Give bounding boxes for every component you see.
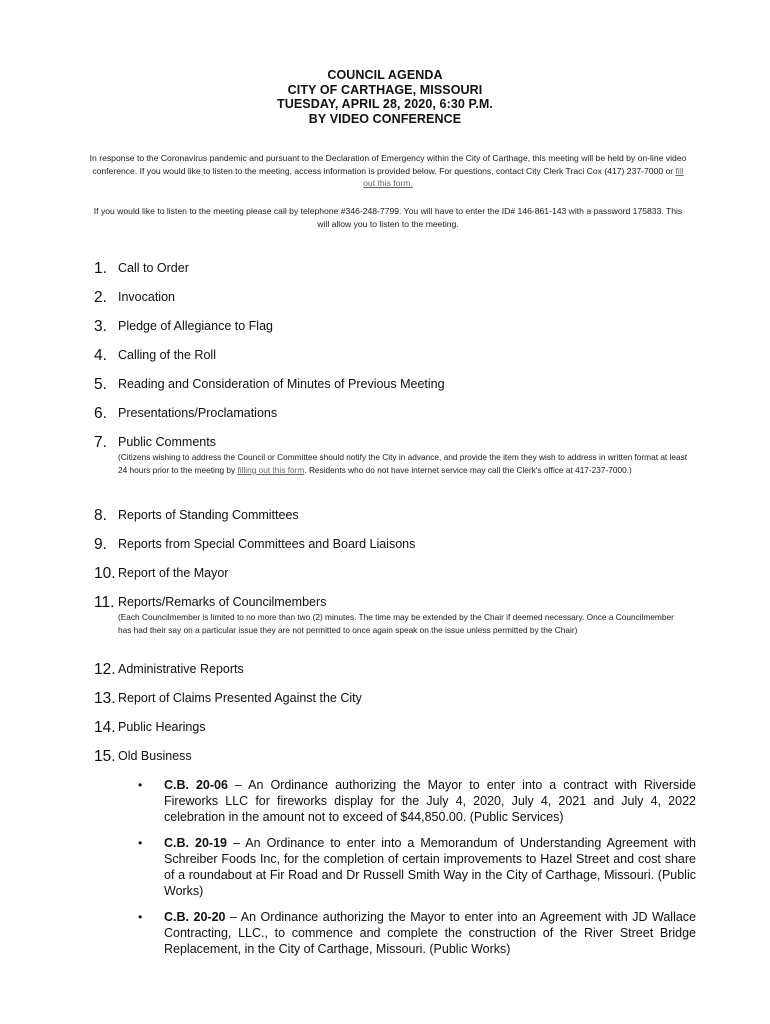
agenda-item: [94, 434, 216, 451]
council-bill-number: C.B. 20-19: [164, 836, 227, 850]
agenda-item: [94, 289, 175, 306]
agenda-item-number: 10.: [94, 565, 116, 582]
agenda-item-label: Reports from Special Committees and Board Liaisons: [118, 537, 416, 551]
agenda-item-label: Reports/Remarks of Councilmembers: [118, 595, 327, 609]
agenda-item: [94, 376, 445, 393]
agenda-item: [94, 748, 192, 765]
agenda-item-number: 9.: [94, 536, 107, 553]
agenda-item-label: Reading and Consideration of Minutes of Previous Meeting: [118, 377, 445, 391]
agenda-item-number: 5.: [94, 376, 107, 393]
intro-text: In response to the Coronavirus pandemic and pursuant to the Declaration of Emergency within the City of Carthage, this meeting will be held by on-line video conference. If you would like to listen to the meeting, access information is provided below. For questions, contact City Clerk Traci Cox (417) 237-7000 or: [89, 153, 687, 176]
agenda-item-number: 13.: [94, 690, 116, 707]
agenda-item-number: 6.: [94, 405, 107, 422]
council-bill-description: – An Ordinance authorizing the Mayor to enter into an Agreement with JD Wallace Contracting, LLC., to commence and complete the construction of the River Street Bridge Replacement, in the City of Carthage, Missouri. (Public Works): [164, 910, 696, 956]
agenda-item-label: Report of the Mayor: [118, 566, 229, 580]
bullet-icon: •: [138, 910, 143, 924]
council-bill-number: C.B. 20-06: [164, 778, 228, 792]
agenda-item: [94, 565, 228, 582]
agenda-item-label: Call to Order: [118, 261, 189, 275]
agenda-item-number: 12.: [94, 661, 116, 678]
public-comments-note: [118, 451, 688, 476]
bullet-icon: •: [138, 778, 143, 792]
council-bill-description: – An Ordinance to enter into a Memorandum of Understanding Agreement with Schreiber Foods Inc, for the completion of certain improvements to Hazel Street and cost share of a roundabout at Fir Road and Dr Russell Smith Way in the City of Carthage, Missouri. (Public Works): [164, 836, 696, 898]
filling-out-form-link[interactable]: filling out this form: [237, 464, 305, 475]
agenda-item: [94, 260, 189, 277]
agenda-item-number: 7.: [94, 434, 107, 451]
agenda-item-number: 4.: [94, 347, 107, 364]
agenda-item-number: 14.: [94, 719, 116, 736]
council-bill-number: C.B. 20-20: [164, 910, 226, 924]
agenda-item-label: Public Hearings: [118, 720, 206, 734]
councilmembers-note: (Each Councilmember is limited to no more than two (2) minutes. The time may be extended by the Chair if deemed necessary. Once a Councilmember has had their say on a particular issue they are not permitted to once again speak on the issue unless permitted by the Chair): [118, 612, 674, 635]
agenda-item-label: Administrative Reports: [118, 662, 244, 676]
agenda-item-label: Public Comments: [118, 435, 216, 449]
agenda-item: [94, 594, 326, 611]
header-title: COUNCIL AGENDA: [327, 68, 443, 82]
agenda-item-label: Presentations/Proclamations: [118, 406, 278, 420]
header-date: TUESDAY, APRIL 28, 2020, 6:30 P.M.: [276, 97, 493, 111]
agenda-item: [94, 405, 277, 422]
agenda-item-label: Pledge of Allegiance to Flag: [118, 319, 273, 333]
council-bill-description: – An Ordinance authorizing the Mayor to enter into a contract with Riverside Fireworks LLC for fireworks display for the July 4, 2020, July 4, 2021 and July 4, 2022 celebration in the amount not to exceed of $44,850.00. (Public Services): [164, 778, 696, 824]
agenda-item-number: 11.: [94, 594, 115, 611]
agenda-item-label: Reports of Standing Committees: [118, 508, 299, 522]
old-business-text: [164, 909, 696, 957]
agenda-item: [94, 661, 244, 678]
agenda-item-label: Old Business: [118, 749, 192, 763]
call-in-paragraph: If you would like to listen to the meeting please call by telephone #346-248-7799. You will have to enter the ID# 146-861-143 with a password 175833. This will allow you to listen to the meeting.: [93, 206, 683, 229]
agenda-item: [94, 536, 415, 553]
agenda-item-label: Report of Claims Presented Against the City: [118, 691, 362, 705]
header-format: BY VIDEO CONFERENCE: [308, 111, 462, 126]
agenda-item-label: Calling of the Roll: [118, 348, 216, 362]
fill-out-form-link[interactable]: fill out this form.: [363, 165, 684, 188]
old-business-text: [164, 835, 696, 899]
agenda-item: [94, 347, 216, 364]
header-city: CITY OF CARTHAGE, MISSOURI: [287, 82, 483, 97]
agenda-item: [94, 719, 206, 736]
public-comments-note-tail: . Residents who do not have internet service may call the Clerk's office at 417-237-7000.): [304, 464, 632, 475]
agenda-item-number: 15.: [94, 748, 116, 765]
public-comments-note-text: (Citizens wishing to address the Council or Committee should notify the City in advance, and provide the item they wish to address in written format at least 24 hours prior to the meeting by: [118, 452, 688, 475]
bullet-icon: •: [138, 836, 143, 850]
agenda-item-label: Invocation: [118, 290, 175, 304]
agenda-item-number: 3.: [94, 318, 107, 335]
agenda-item-number: 8.: [94, 507, 107, 524]
agenda-item: [94, 507, 299, 524]
agenda-item: [94, 318, 273, 335]
old-business-text: [164, 777, 696, 825]
agenda-item: [94, 690, 362, 707]
agenda-item-number: 2.: [94, 289, 107, 306]
agenda-item-number: 1.: [94, 260, 107, 277]
